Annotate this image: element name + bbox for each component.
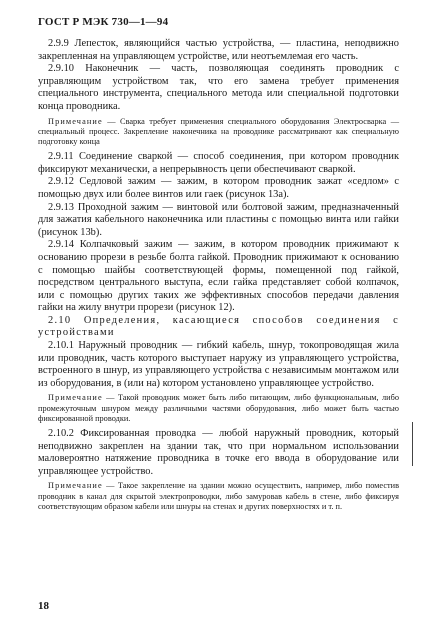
clause-2-9-10: 2.9.10 Наконечник — часть, позволяющая соединять проводник с управляющим устройством так, что его замена требует применения специального инструмента, специального метода или специальной подготовки конца проводника. [38, 63, 399, 112]
note-label: Примечание [48, 481, 103, 491]
note-welding [38, 117, 399, 148]
note-label: Примечание [48, 116, 103, 126]
page-header: ГОСТ Р МЭК 730—1—94 [38, 16, 169, 28]
clause-2-10-1: 2.10.1 Наружный проводник — гибкий кабель, шнур, токопроводящая жила или проводник, часть которого выступает наружу из управляющего устройства, встроенного в шнур, из управляющего устройства с независимым монтажом или из оборудования, в (или на) котором установлено управляющее устройство. [38, 340, 399, 389]
note-label: Примечание [48, 393, 103, 403]
clause-2-9-9: 2.9.9 Лепесток, являющийся частью устройства, — пластина, неподвижно закрепленная на управляющем устройстве, или неотъемлемая его часть. [38, 38, 399, 62]
clause-2-10-2: 2.10.2 Фиксированная проводка — любой наружный проводник, который неподвижно закреплен на здании так, что при нормальном использовании маловероятно натяжение проводника в точке его ввода в оборудование или управляющее устройство. [38, 428, 399, 477]
clause-2-9-14: 2.9.14 Колпачковый зажим — зажим, в котором проводник прижимают к основанию прорези в резьбе болта гайкой. Проводник прижимают к основанию с помощью шайбы соответствующей формы, помещенной под гайкой, посредством центрального выступа, если гайка представляет собой колпачок, или с помощью других таких же эффективных способов передачи давления гайки на жилу внутри прорези (рисунок 12). [38, 239, 399, 314]
clause-2-9-13: 2.9.13 Проходной зажим — винтовой или болтовой зажим, предназначенный для зажатия кабельного наконечника или пластины с помощью винта или гайки (рисунок 13b). [38, 201, 399, 238]
note-text: — Сварка требует применения специального оборудования Электросварка — специальный процесс. Закрепление наконечника на проводнике рассматривают как специальную подготовку конца [38, 116, 399, 146]
page-number: 18 [38, 600, 49, 612]
note-text: — Такое закрепление на здании можно осуществить, например, либо поместив проводник в канал для скрытой электропроводки, либо замуровав кабель в стене, либо фиксируя соответствующим образом кабели или шнуры на стенах и других поверхностях и т. п. [38, 481, 399, 511]
margin-change-bar [412, 422, 413, 466]
note-external-conductor [38, 393, 399, 424]
note-text: — Такой проводник может быть либо питающим, либо функциональным, либо промежуточным шнуром между различными частями оборудования, либо может быть частью фиксированной проводки. [38, 393, 399, 423]
clause-2-9-11: 2.9.11 Соединение сваркой — способ соединения, при котором проводник фиксируют механически, а непрерывность цепи обеспечивают сваркой. [38, 151, 399, 175]
page-body [38, 38, 399, 516]
clause-2-9-12: 2.9.12 Седловой зажим — зажим, в котором проводник зажат «седлом» с помощью двух или более винтов или гаек (рисунок 13а). [38, 176, 399, 200]
section-heading-2-10: 2.10 Определения, касающиеся способов соединения с устройствами [38, 314, 399, 339]
note-fixed-wiring [38, 481, 399, 512]
